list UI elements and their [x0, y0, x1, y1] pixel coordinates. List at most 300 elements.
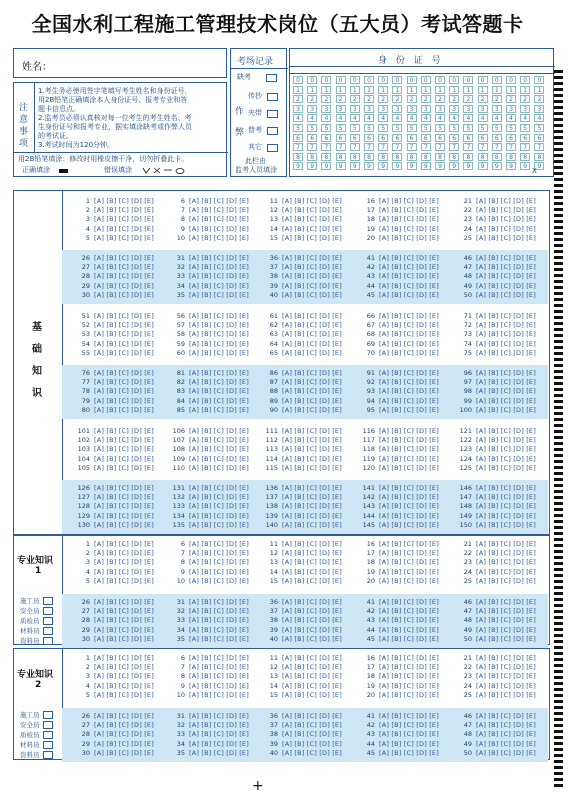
answer-options[interactable]: [A] [B] [C] [D] [E]: [282, 396, 342, 405]
answer-options[interactable]: [A] [B] [C] [D] [E]: [189, 567, 249, 576]
answer-options[interactable]: [A] [B] [C] [D] [E]: [476, 576, 536, 585]
role-option[interactable]: 资料员: [20, 750, 53, 760]
id-digit-bubble[interactable]: 2: [321, 95, 331, 103]
answer-options[interactable]: [A] [B] [C] [D] [E]: [282, 681, 342, 690]
question-row[interactable]: [452, 445, 537, 453]
answer-options[interactable]: [A] [B] [C] [D] [E]: [379, 681, 439, 690]
answer-options[interactable]: [A] [B] [C] [D] [E]: [379, 739, 439, 748]
id-digit-bubble[interactable]: 3: [506, 105, 516, 113]
question-row[interactable]: [452, 282, 537, 290]
question-row[interactable]: [355, 502, 440, 510]
id-digit-bubble[interactable]: 9: [421, 162, 431, 170]
answer-options[interactable]: [A] [B] [C] [D] [E]: [94, 233, 154, 242]
id-digit-bubble[interactable]: 3: [307, 105, 317, 113]
answer-options[interactable]: [A] [B] [C] [D] [E]: [379, 233, 439, 242]
answer-options[interactable]: [A] [B] [C] [D] [E]: [476, 290, 536, 299]
id-digit-bubble[interactable]: 6: [392, 134, 402, 142]
id-digit-bubble[interactable]: 4: [463, 114, 473, 122]
id-digit-bubble[interactable]: 1: [392, 86, 402, 94]
question-row[interactable]: [70, 206, 155, 214]
question-row[interactable]: [165, 672, 250, 680]
answer-options[interactable]: [A] [B] [C] [D] [E]: [282, 607, 342, 616]
role-option[interactable]: 安全员: [20, 720, 53, 730]
question-row[interactable]: [452, 254, 537, 262]
question-row[interactable]: [258, 484, 343, 492]
question-row[interactable]: [70, 234, 155, 242]
question-row[interactable]: [452, 406, 537, 414]
answer-options[interactable]: [A] [B] [C] [D] [E]: [379, 558, 439, 567]
question-row[interactable]: [165, 493, 250, 501]
answer-options[interactable]: [A] [B] [C] [D] [E]: [94, 712, 154, 720]
question-row[interactable]: [355, 712, 440, 720]
question-row[interactable]: [452, 540, 537, 548]
question-row[interactable]: [70, 254, 155, 262]
role-checkbox[interactable]: [43, 711, 53, 719]
answer-options[interactable]: [A] [B] [C] [D] [E]: [476, 272, 536, 281]
id-digit-bubble[interactable]: 5: [492, 124, 502, 132]
id-digit-bubble[interactable]: 4: [492, 114, 502, 122]
answer-options[interactable]: [A] [B] [C] [D] [E]: [476, 558, 536, 567]
id-digit-bubble[interactable]: 6: [478, 134, 488, 142]
question-row[interactable]: [452, 225, 537, 233]
answer-options[interactable]: [A] [B] [C] [D] [E]: [189, 378, 249, 387]
answer-options[interactable]: [A] [B] [C] [D] [E]: [94, 484, 154, 492]
id-digit-bubble[interactable]: 4: [307, 114, 317, 122]
id-digit-bubble[interactable]: 8: [392, 153, 402, 161]
question-row[interactable]: [452, 502, 537, 510]
id-digit-bubble[interactable]: 5: [307, 124, 317, 132]
answer-options[interactable]: [A] [B] [C] [D] [E]: [94, 454, 154, 463]
id-digit-bubble[interactable]: 8: [407, 153, 417, 161]
answer-options[interactable]: [A] [B] [C] [D] [E]: [94, 511, 154, 520]
question-row[interactable]: [355, 598, 440, 606]
question-row[interactable]: [70, 263, 155, 271]
answer-options[interactable]: [A] [B] [C] [D] [E]: [476, 625, 536, 634]
question-row[interactable]: [165, 712, 250, 720]
question-row[interactable]: [70, 568, 155, 576]
answer-options[interactable]: [A] [B] [C] [D] [E]: [476, 654, 536, 662]
answer-options[interactable]: [A] [B] [C] [D] [E]: [189, 263, 249, 272]
question-row[interactable]: [355, 691, 440, 699]
answer-options[interactable]: [A] [B] [C] [D] [E]: [476, 634, 536, 643]
id-digit-bubble[interactable]: 4: [506, 114, 516, 122]
question-row[interactable]: [165, 272, 250, 280]
id-digit-bubble[interactable]: 7: [378, 143, 388, 151]
question-row[interactable]: [258, 512, 343, 520]
question-row[interactable]: [165, 263, 250, 271]
question-row[interactable]: [355, 225, 440, 233]
id-digit-bubble[interactable]: 3: [478, 105, 488, 113]
answer-options[interactable]: [A] [B] [C] [D] [E]: [94, 739, 154, 748]
answer-options[interactable]: [A] [B] [C] [D] [E]: [189, 663, 249, 672]
answer-options[interactable]: [A] [B] [C] [D] [E]: [476, 378, 536, 387]
id-digit-bubble[interactable]: 1: [534, 86, 544, 94]
answer-options[interactable]: [A] [B] [C] [D] [E]: [94, 215, 154, 224]
question-row[interactable]: [70, 282, 155, 290]
answer-options[interactable]: [A] [B] [C] [D] [E]: [189, 520, 249, 529]
id-digit-bubble[interactable]: 4: [336, 114, 346, 122]
id-digit-bubble[interactable]: 0: [534, 76, 544, 84]
question-row[interactable]: [355, 484, 440, 492]
answer-options[interactable]: [A] [B] [C] [D] [E]: [94, 730, 154, 739]
id-digit-bubble[interactable]: 4: [534, 114, 544, 122]
answer-options[interactable]: [A] [B] [C] [D] [E]: [476, 224, 536, 233]
id-digit-bubble[interactable]: 6: [336, 134, 346, 142]
answer-options[interactable]: [A] [B] [C] [D] [E]: [189, 197, 249, 205]
question-row[interactable]: [70, 549, 155, 557]
smuggle-checkbox[interactable]: [267, 110, 278, 118]
answer-options[interactable]: [A] [B] [C] [D] [E]: [282, 663, 342, 672]
question-row[interactable]: [452, 558, 537, 566]
answer-options[interactable]: [A] [B] [C] [D] [E]: [94, 348, 154, 357]
answer-options[interactable]: [A] [B] [C] [D] [E]: [282, 511, 342, 520]
question-row[interactable]: [70, 616, 155, 624]
id-digit-bubble[interactable]: 4: [350, 114, 360, 122]
question-row[interactable]: [355, 340, 440, 348]
id-digit-bubble[interactable]: 4: [293, 114, 303, 122]
question-row[interactable]: [355, 635, 440, 643]
id-digit-bubble[interactable]: 5: [407, 124, 417, 132]
question-row[interactable]: [70, 558, 155, 566]
answer-options[interactable]: [A] [B] [C] [D] [E]: [282, 387, 342, 396]
answer-options[interactable]: [A] [B] [C] [D] [E]: [379, 197, 439, 205]
id-digit-bubble[interactable]: 1: [421, 86, 431, 94]
answer-options[interactable]: [A] [B] [C] [D] [E]: [94, 690, 154, 699]
id-digit-bubble[interactable]: 4: [520, 114, 530, 122]
question-row[interactable]: [355, 654, 440, 662]
question-row[interactable]: [355, 558, 440, 566]
question-row[interactable]: [70, 521, 155, 529]
answer-options[interactable]: [A] [B] [C] [D] [E]: [282, 312, 342, 320]
answer-options[interactable]: [A] [B] [C] [D] [E]: [379, 721, 439, 730]
answer-options[interactable]: [A] [B] [C] [D] [E]: [476, 721, 536, 730]
id-digit-bubble[interactable]: 1: [307, 86, 317, 94]
role-option[interactable]: 施工员: [20, 710, 53, 720]
id-digit-bubble[interactable]: 0: [449, 76, 459, 84]
question-row[interactable]: [70, 598, 155, 606]
question-row[interactable]: [165, 558, 250, 566]
id-digit-bubble[interactable]: 0: [307, 76, 317, 84]
id-digit-bubble[interactable]: 7: [421, 143, 431, 151]
question-row[interactable]: [70, 312, 155, 320]
id-digit-bubble[interactable]: 7: [478, 143, 488, 151]
question-row[interactable]: [165, 654, 250, 662]
answer-options[interactable]: [A] [B] [C] [D] [E]: [189, 654, 249, 662]
id-digit-bubble[interactable]: 8: [492, 153, 502, 161]
question-row[interactable]: [452, 387, 537, 395]
role-checkbox[interactable]: [43, 637, 53, 645]
question-row[interactable]: [452, 349, 537, 357]
question-row[interactable]: [70, 330, 155, 338]
id-digit-bubble[interactable]: 0: [378, 76, 388, 84]
answer-options[interactable]: [A] [B] [C] [D] [E]: [282, 272, 342, 281]
answer-options[interactable]: [A] [B] [C] [D] [E]: [94, 520, 154, 529]
answer-options[interactable]: [A] [B] [C] [D] [E]: [379, 654, 439, 662]
answer-options[interactable]: [A] [B] [C] [D] [E]: [94, 206, 154, 215]
id-digit-bubble[interactable]: 4: [321, 114, 331, 122]
answer-options[interactable]: [A] [B] [C] [D] [E]: [94, 281, 154, 290]
question-row[interactable]: [452, 549, 537, 557]
id-digit-bubble[interactable]: 3: [534, 105, 544, 113]
id-digit-bubble[interactable]: 5: [350, 124, 360, 132]
question-row[interactable]: [258, 406, 343, 414]
id-digit-bubble[interactable]: 5: [506, 124, 516, 132]
answer-options[interactable]: [A] [B] [C] [D] [E]: [94, 224, 154, 233]
answer-options[interactable]: [A] [B] [C] [D] [E]: [476, 520, 536, 529]
answer-options[interactable]: [A] [B] [C] [D] [E]: [379, 263, 439, 272]
question-row[interactable]: [258, 464, 343, 472]
answer-options[interactable]: [A] [B] [C] [D] [E]: [476, 616, 536, 625]
id-digit-bubble[interactable]: 6: [378, 134, 388, 142]
id-digit-bubble[interactable]: 7: [321, 143, 331, 151]
id-digit-bubble[interactable]: 4: [478, 114, 488, 122]
question-row[interactable]: [452, 484, 537, 492]
question-row[interactable]: [258, 626, 343, 634]
id-digit-bubble[interactable]: 5: [392, 124, 402, 132]
answer-options[interactable]: [A] [B] [C] [D] [E]: [282, 197, 342, 205]
answer-options[interactable]: [A] [B] [C] [D] [E]: [379, 454, 439, 463]
question-row[interactable]: [165, 197, 250, 205]
question-row[interactable]: [452, 568, 537, 576]
answer-options[interactable]: [A] [B] [C] [D] [E]: [282, 730, 342, 739]
answer-options[interactable]: [A] [B] [C] [D] [E]: [282, 339, 342, 348]
answer-options[interactable]: [A] [B] [C] [D] [E]: [282, 348, 342, 357]
id-digit-bubble[interactable]: 8: [435, 153, 445, 161]
id-digit-bubble[interactable]: 2: [463, 95, 473, 103]
answer-options[interactable]: [A] [B] [C] [D] [E]: [379, 312, 439, 320]
id-digit-bubble[interactable]: 4: [435, 114, 445, 122]
id-digit-bubble[interactable]: 3: [364, 105, 374, 113]
answer-options[interactable]: [A] [B] [C] [D] [E]: [282, 445, 342, 454]
question-row[interactable]: [165, 406, 250, 414]
answer-options[interactable]: [A] [B] [C] [D] [E]: [94, 558, 154, 567]
question-row[interactable]: [70, 464, 155, 472]
answer-options[interactable]: [A] [B] [C] [D] [E]: [476, 396, 536, 405]
id-digit-bubble[interactable]: 6: [534, 134, 544, 142]
substitute-checkbox[interactable]: [267, 127, 278, 135]
id-digit-bubble[interactable]: 0: [321, 76, 331, 84]
role-option[interactable]: 质检员: [20, 616, 53, 626]
question-row[interactable]: [165, 540, 250, 548]
id-digit-bubble[interactable]: 6: [506, 134, 516, 142]
question-row[interactable]: [355, 663, 440, 671]
id-digit-bubble[interactable]: 9: [392, 162, 402, 170]
id-digit-bubble[interactable]: 9: [378, 162, 388, 170]
answer-options[interactable]: [A] [B] [C] [D] [E]: [476, 348, 536, 357]
id-digit-bubble[interactable]: 1: [321, 86, 331, 94]
answer-options[interactable]: [A] [B] [C] [D] [E]: [476, 549, 536, 558]
answer-options[interactable]: [A] [B] [C] [D] [E]: [94, 197, 154, 205]
question-row[interactable]: [452, 215, 537, 223]
id-digit-bubble[interactable]: 0: [293, 76, 303, 84]
answer-options[interactable]: [A] [B] [C] [D] [E]: [189, 739, 249, 748]
question-row[interactable]: [70, 291, 155, 299]
id-digit-bubble[interactable]: 1: [364, 86, 374, 94]
answer-options[interactable]: [A] [B] [C] [D] [E]: [94, 445, 154, 454]
question-row[interactable]: [452, 740, 537, 748]
answer-options[interactable]: [A] [B] [C] [D] [E]: [189, 463, 249, 472]
answer-options[interactable]: [A] [B] [C] [D] [E]: [94, 254, 154, 262]
answer-options[interactable]: [A] [B] [C] [D] [E]: [282, 254, 342, 262]
answer-options[interactable]: [A] [B] [C] [D] [E]: [189, 224, 249, 233]
answer-options[interactable]: [A] [B] [C] [D] [E]: [189, 445, 249, 454]
answer-options[interactable]: [A] [B] [C] [D] [E]: [189, 330, 249, 339]
answer-options[interactable]: [A] [B] [C] [D] [E]: [94, 272, 154, 281]
answer-options[interactable]: [A] [B] [C] [D] [E]: [476, 511, 536, 520]
question-row[interactable]: [452, 397, 537, 405]
answer-options[interactable]: [A] [B] [C] [D] [E]: [282, 206, 342, 215]
answer-options[interactable]: [A] [B] [C] [D] [E]: [189, 206, 249, 215]
question-row[interactable]: [70, 349, 155, 357]
answer-options[interactable]: [A] [B] [C] [D] [E]: [476, 712, 536, 720]
answer-options[interactable]: [A] [B] [C] [D] [E]: [379, 730, 439, 739]
id-digit-bubble[interactable]: 7: [506, 143, 516, 151]
id-digit-bubble[interactable]: 7: [435, 143, 445, 151]
question-row[interactable]: [258, 502, 343, 510]
id-digit-bubble[interactable]: 0: [506, 76, 516, 84]
question-row[interactable]: [258, 549, 343, 557]
answer-options[interactable]: [A] [B] [C] [D] [E]: [282, 549, 342, 558]
answer-options[interactable]: [A] [B] [C] [D] [E]: [379, 215, 439, 224]
id-digit-bubble[interactable]: 1: [407, 86, 417, 94]
answer-options[interactable]: [A] [B] [C] [D] [E]: [189, 427, 249, 435]
answer-options[interactable]: [A] [B] [C] [D] [E]: [379, 549, 439, 558]
answer-options[interactable]: [A] [B] [C] [D] [E]: [94, 378, 154, 387]
question-row[interactable]: [165, 321, 250, 329]
id-digit-bubble[interactable]: 2: [407, 95, 417, 103]
id-digit-bubble[interactable]: 2: [307, 95, 317, 103]
question-row[interactable]: [165, 549, 250, 557]
question-row[interactable]: [355, 378, 440, 386]
answer-options[interactable]: [A] [B] [C] [D] [E]: [476, 748, 536, 757]
answer-options[interactable]: [A] [B] [C] [D] [E]: [476, 663, 536, 672]
answer-options[interactable]: [A] [B] [C] [D] [E]: [476, 484, 536, 492]
answer-options[interactable]: [A] [B] [C] [D] [E]: [282, 558, 342, 567]
question-row[interactable]: [258, 291, 343, 299]
answer-options[interactable]: [A] [B] [C] [D] [E]: [379, 206, 439, 215]
question-row[interactable]: [258, 282, 343, 290]
question-row[interactable]: [258, 568, 343, 576]
answer-options[interactable]: [A] [B] [C] [D] [E]: [189, 254, 249, 262]
question-row[interactable]: [355, 397, 440, 405]
answer-options[interactable]: [A] [B] [C] [D] [E]: [189, 598, 249, 606]
question-row[interactable]: [452, 672, 537, 680]
answer-options[interactable]: [A] [B] [C] [D] [E]: [282, 520, 342, 529]
answer-options[interactable]: [A] [B] [C] [D] [E]: [94, 312, 154, 320]
id-digit-bubble[interactable]: 4: [421, 114, 431, 122]
answer-options[interactable]: [A] [B] [C] [D] [E]: [189, 290, 249, 299]
id-digit-bubble[interactable]: 4: [392, 114, 402, 122]
question-row[interactable]: [165, 577, 250, 585]
id-digit-bubble[interactable]: 7: [307, 143, 317, 151]
question-row[interactable]: [165, 445, 250, 453]
question-row[interactable]: [165, 206, 250, 214]
question-row[interactable]: [452, 197, 537, 205]
answer-options[interactable]: [A] [B] [C] [D] [E]: [476, 215, 536, 224]
question-row[interactable]: [452, 682, 537, 690]
question-row[interactable]: [70, 749, 155, 757]
question-row[interactable]: [452, 436, 537, 444]
answer-options[interactable]: [A] [B] [C] [D] [E]: [476, 263, 536, 272]
answer-options[interactable]: [A] [B] [C] [D] [E]: [476, 405, 536, 414]
answer-options[interactable]: [A] [B] [C] [D] [E]: [94, 405, 154, 414]
question-row[interactable]: [258, 616, 343, 624]
answer-options[interactable]: [A] [B] [C] [D] [E]: [189, 672, 249, 681]
answer-options[interactable]: [A] [B] [C] [D] [E]: [189, 339, 249, 348]
answer-options[interactable]: [A] [B] [C] [D] [E]: [476, 445, 536, 454]
answer-options[interactable]: [A] [B] [C] [D] [E]: [189, 681, 249, 690]
answer-options[interactable]: [A] [B] [C] [D] [E]: [282, 233, 342, 242]
question-row[interactable]: [258, 234, 343, 242]
answer-options[interactable]: [A] [B] [C] [D] [E]: [282, 567, 342, 576]
id-digit-bubble[interactable]: 6: [364, 134, 374, 142]
answer-options[interactable]: [A] [B] [C] [D] [E]: [94, 396, 154, 405]
answer-options[interactable]: [A] [B] [C] [D] [E]: [282, 739, 342, 748]
answer-options[interactable]: [A] [B] [C] [D] [E]: [379, 321, 439, 330]
answer-options[interactable]: [A] [B] [C] [D] [E]: [189, 511, 249, 520]
answer-options[interactable]: [A] [B] [C] [D] [E]: [379, 224, 439, 233]
answer-options[interactable]: [A] [B] [C] [D] [E]: [282, 616, 342, 625]
id-digit-bubble[interactable]: 2: [336, 95, 346, 103]
id-digit-bubble[interactable]: 3: [449, 105, 459, 113]
question-row[interactable]: [258, 663, 343, 671]
id-digit-bubble[interactable]: 9: [350, 162, 360, 170]
question-row[interactable]: [165, 616, 250, 624]
answer-options[interactable]: [A] [B] [C] [D] [E]: [282, 463, 342, 472]
question-row[interactable]: [165, 607, 250, 615]
id-digit-bubble[interactable]: 4: [407, 114, 417, 122]
question-row[interactable]: [452, 512, 537, 520]
answer-options[interactable]: [A] [B] [C] [D] [E]: [379, 576, 439, 585]
question-row[interactable]: [355, 254, 440, 262]
answer-options[interactable]: [A] [B] [C] [D] [E]: [189, 281, 249, 290]
answer-options[interactable]: [A] [B] [C] [D] [E]: [476, 607, 536, 616]
question-row[interactable]: [258, 721, 343, 729]
question-row[interactable]: [452, 721, 537, 729]
answer-options[interactable]: [A] [B] [C] [D] [E]: [282, 321, 342, 330]
question-row[interactable]: [452, 378, 537, 386]
answer-options[interactable]: [A] [B] [C] [D] [E]: [94, 721, 154, 730]
answer-options[interactable]: [A] [B] [C] [D] [E]: [476, 463, 536, 472]
question-row[interactable]: [258, 340, 343, 348]
answer-options[interactable]: [A] [B] [C] [D] [E]: [379, 436, 439, 445]
question-row[interactable]: [452, 455, 537, 463]
question-row[interactable]: [165, 455, 250, 463]
answer-options[interactable]: [A] [B] [C] [D] [E]: [189, 540, 249, 548]
answer-options[interactable]: [A] [B] [C] [D] [E]: [189, 369, 249, 377]
answer-options[interactable]: [A] [B] [C] [D] [E]: [94, 681, 154, 690]
answer-options[interactable]: [A] [B] [C] [D] [E]: [476, 312, 536, 320]
question-row[interactable]: [258, 540, 343, 548]
id-digit-bubble[interactable]: 7: [350, 143, 360, 151]
id-number-bubble-grid[interactable]: [291, 75, 555, 175]
id-digit-bubble[interactable]: 6: [435, 134, 445, 142]
id-digit-bubble[interactable]: 1: [506, 86, 516, 94]
question-row[interactable]: [70, 663, 155, 671]
answer-options[interactable]: [A] [B] [C] [D] [E]: [94, 598, 154, 606]
id-digit-bubble[interactable]: 3: [293, 105, 303, 113]
id-digit-bubble[interactable]: 1: [478, 86, 488, 94]
question-row[interactable]: [258, 654, 343, 662]
answer-options[interactable]: [A] [B] [C] [D] [E]: [189, 312, 249, 320]
id-digit-bubble[interactable]: 2: [534, 95, 544, 103]
id-digit-bubble[interactable]: 9: [492, 162, 502, 170]
id-digit-bubble[interactable]: 2: [435, 95, 445, 103]
question-row[interactable]: [258, 369, 343, 377]
answer-options[interactable]: [A] [B] [C] [D] [E]: [94, 654, 154, 662]
id-digit-bubble[interactable]: 6: [463, 134, 473, 142]
question-row[interactable]: [258, 378, 343, 386]
